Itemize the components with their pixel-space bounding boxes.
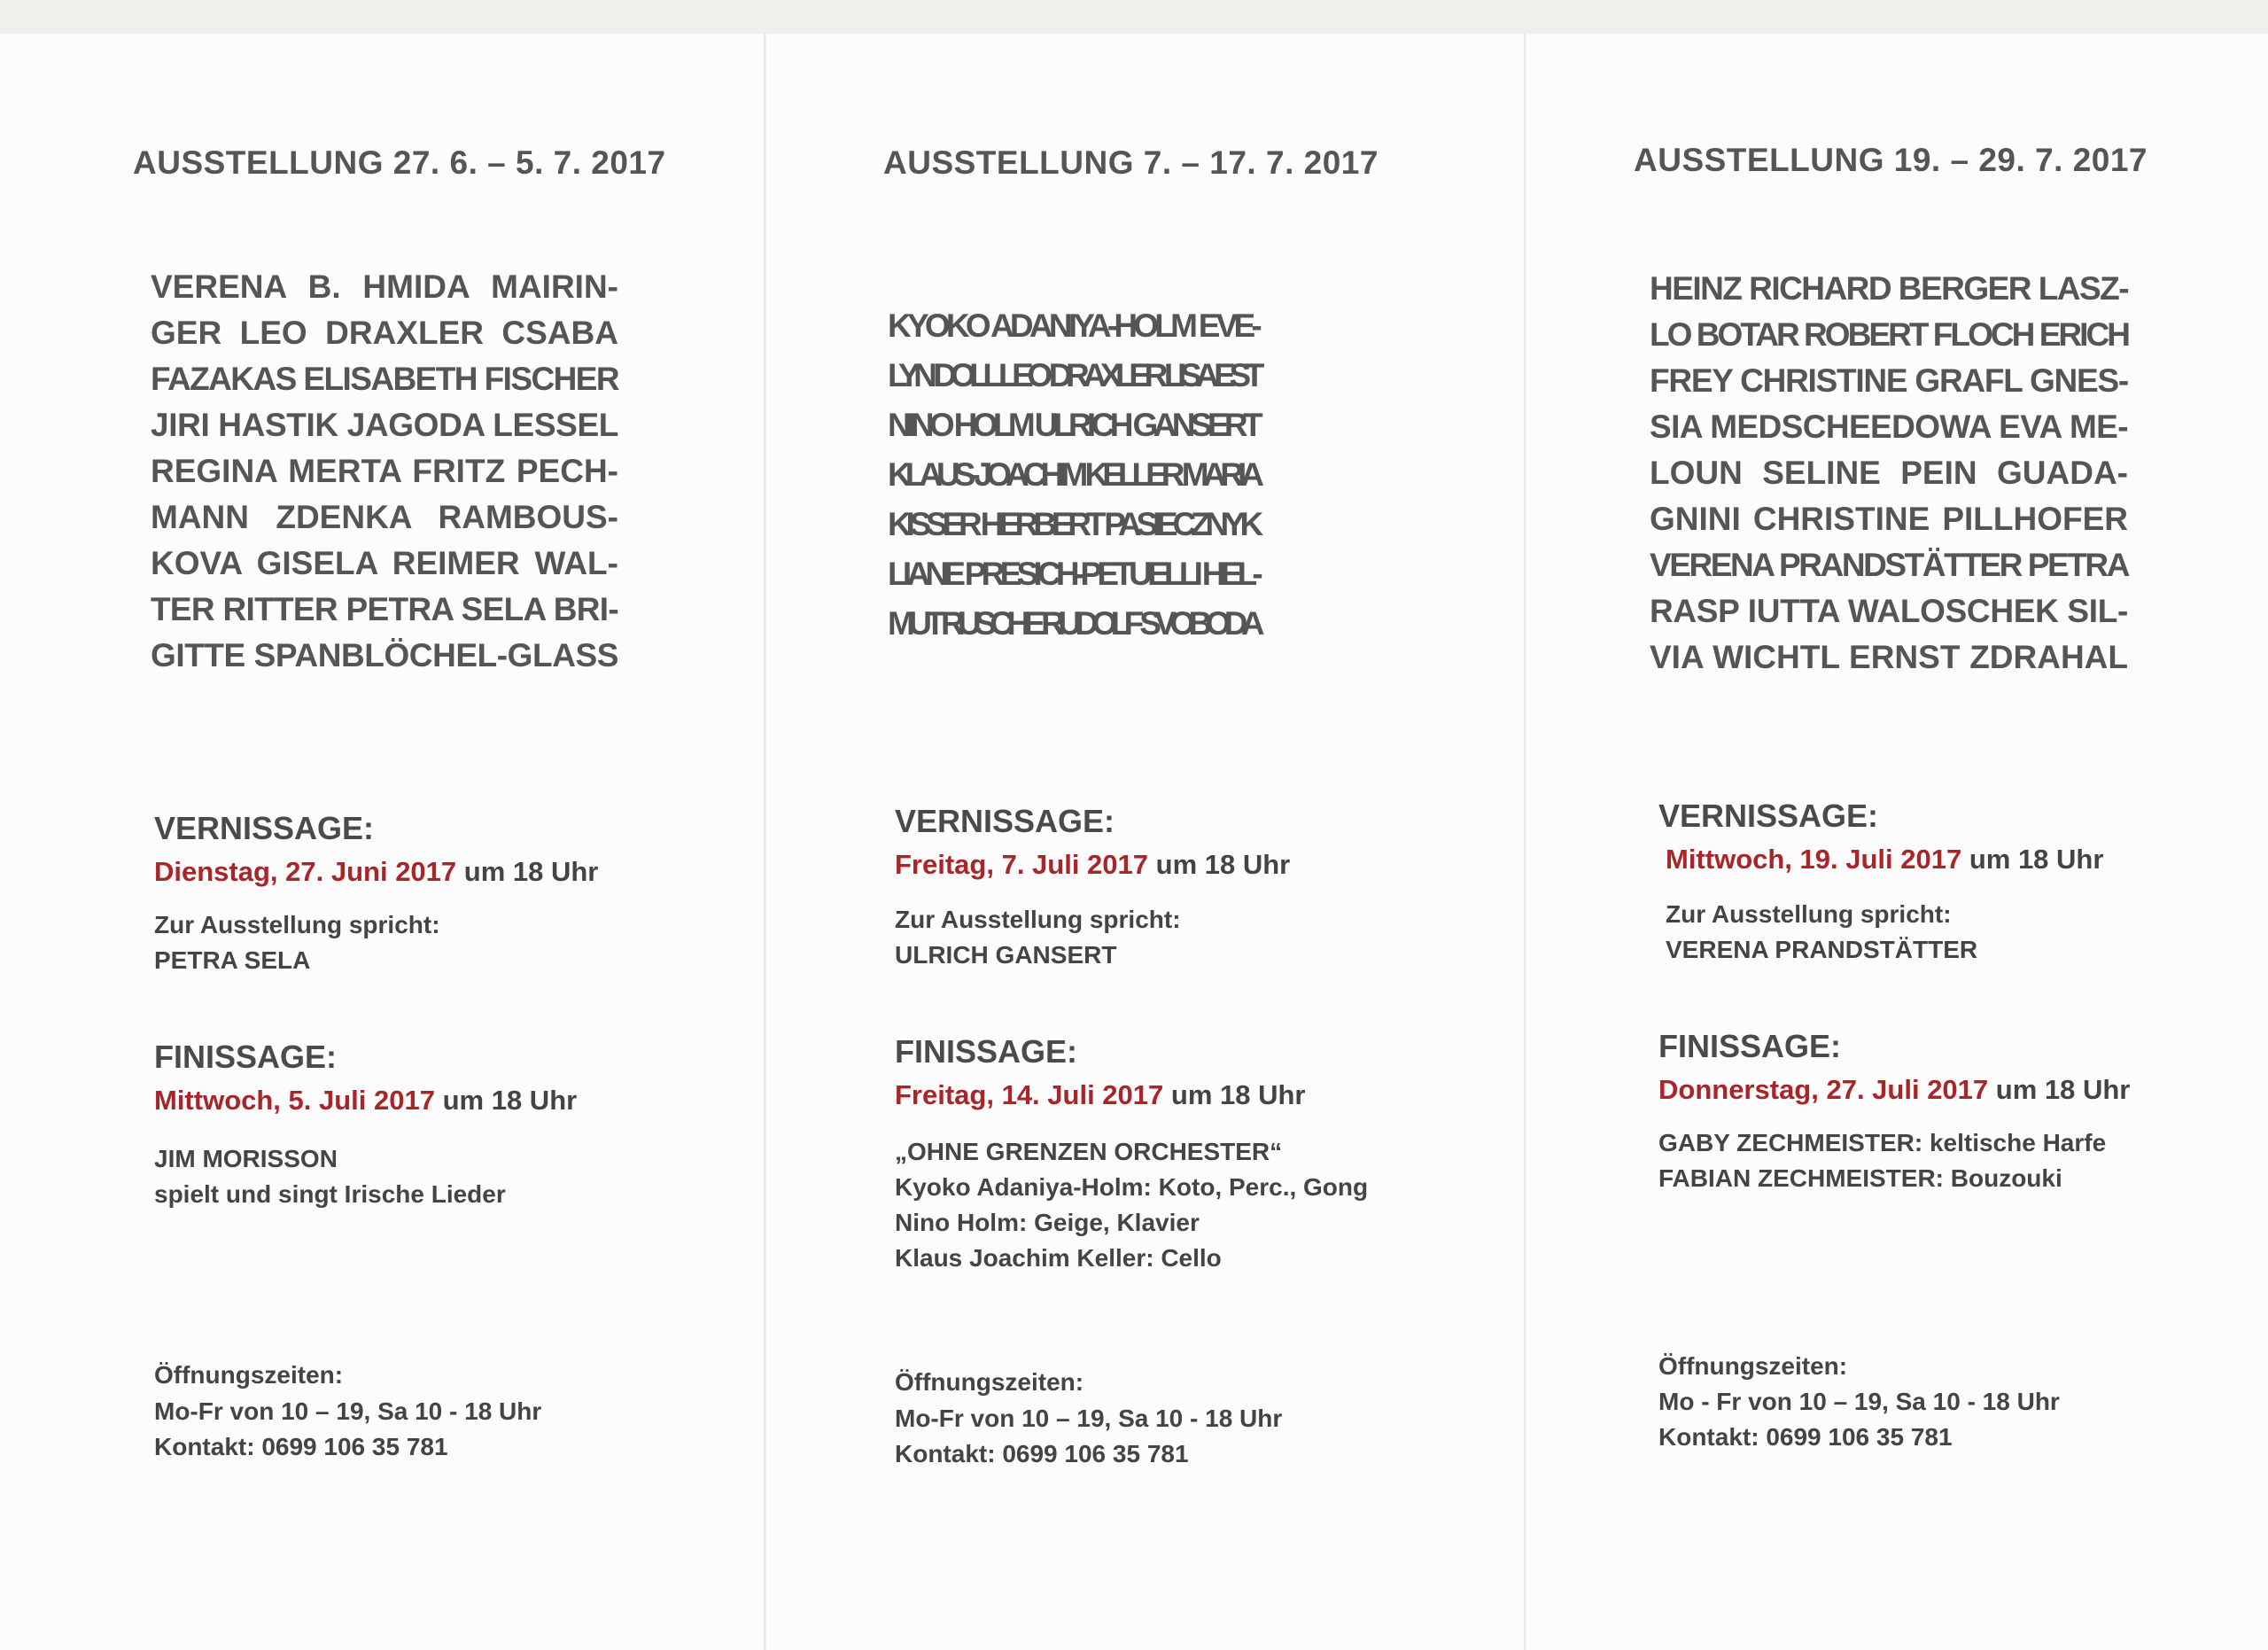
artist-line: GNINI CHRISTINE PILLHOFER xyxy=(1650,501,2128,537)
panel-exhibition-2 xyxy=(762,34,1518,1650)
artist-line: LIANE PRESICH-PETUELLI HEL- xyxy=(888,556,1258,592)
speech-label: Zur Ausstellung spricht: xyxy=(1666,900,1952,928)
finissage-dateline xyxy=(154,1085,577,1117)
speaker-name: VERENA PRANDSTÄTTER xyxy=(1666,936,1978,963)
artist-line: JIRI HASTIK JAGODA LESSEL xyxy=(151,407,618,443)
artist-line: VERENA B. HMIDA MAIRIN- xyxy=(151,269,618,305)
finissage-date: Mittwoch, 5. Juli 2017 xyxy=(154,1085,435,1116)
artist-line: LYN DOLL LEO DRAXLER LISA EST xyxy=(888,357,1258,393)
finissage-program-line: FABIAN ZECHMEISTER: Bouzouki xyxy=(1658,1164,2062,1192)
finissage-heading: FINISSAGE: xyxy=(1658,1028,1842,1064)
artist-line: NINO HOLM ULRICH GANSERT xyxy=(888,407,1258,443)
artist-line: MUT RUSCHE RUDOLF SVOBODA xyxy=(888,605,1258,642)
finissage-time: um 18 Uhr xyxy=(1163,1079,1306,1110)
artist-line: GITTE SPANBLÖCHEL-GLASS xyxy=(151,637,618,673)
finissage-program-line: Klaus Joachim Keller: Cello xyxy=(895,1244,1222,1272)
artist-line: LOUN SELINE PEIN GUADA- xyxy=(1650,455,2128,491)
finissage-program-line: JIM MORISSON xyxy=(154,1145,338,1172)
vernissage-heading: VERNISSAGE: xyxy=(895,803,1115,839)
artist-line: KISSER HERBERT PASIECZNYK xyxy=(888,506,1258,542)
artist-line: FAZAKAS ELISABETH FISCHER xyxy=(151,361,618,397)
finissage-dateline xyxy=(1658,1074,2130,1106)
flyer-sheet xyxy=(0,34,2268,1650)
vernissage-time: um 18 Uhr xyxy=(1961,844,2104,875)
artist-line: MANN ZDENKA RAMBOUS- xyxy=(151,499,618,535)
finissage-heading: FINISSAGE: xyxy=(895,1033,1078,1070)
vernissage-date: Freitag, 7. Juli 2017 xyxy=(895,849,1149,880)
panel-exhibition-3 xyxy=(1524,34,2268,1650)
finissage-time: um 18 Uhr xyxy=(1988,1074,2131,1105)
opening-hours: Mo - Fr von 10 – 19, Sa 10 - 18 Uhr xyxy=(1658,1388,2060,1415)
artist-list xyxy=(1650,266,2128,681)
vernissage-date: Dienstag, 27. Juni 2017 xyxy=(154,856,457,887)
artist-line: VERENA PRANDSTÄTTER PETRA xyxy=(1650,547,2128,583)
opening-hours-label: Öffnungszeiten: xyxy=(154,1361,344,1389)
artist-line: LO BOTAR ROBERT FLOCH ERICH xyxy=(1650,316,2128,353)
finissage-heading: FINISSAGE: xyxy=(154,1039,338,1075)
vernissage-heading: VERNISSAGE: xyxy=(1658,798,1879,834)
finissage-time: um 18 Uhr xyxy=(434,1085,578,1116)
artist-line: KYOKO ADANIYA-HOLM EVE- xyxy=(888,307,1258,344)
speaker-name: PETRA SELA xyxy=(154,946,311,974)
speech-label: Zur Ausstellung spricht: xyxy=(895,906,1181,933)
exhibition-title: AUSSTELLUNG 27. 6. – 5. 7. 2017 xyxy=(133,144,666,181)
artist-line: SIA MEDSCHEEDOWA EVA ME- xyxy=(1650,409,2128,445)
artist-line: HEINZ RICHARD BERGER LASZ- xyxy=(1650,270,2128,307)
artist-list xyxy=(888,301,1258,649)
finissage-program-line: spielt und singt Irische Lieder xyxy=(154,1180,506,1208)
artist-list xyxy=(151,264,618,679)
vernissage-date: Mittwoch, 19. Juli 2017 xyxy=(1666,844,1962,875)
vernissage-heading: VERNISSAGE: xyxy=(154,810,375,846)
vernissage-dateline xyxy=(1666,844,2103,876)
vernissage-dateline xyxy=(154,856,598,888)
contact-phone: Kontakt: 0699 106 35 781 xyxy=(154,1433,448,1460)
vernissage-time: um 18 Uhr xyxy=(1148,849,1291,880)
finissage-program-line: GABY ZECHMEISTER: keltische Harfe xyxy=(1658,1129,2107,1156)
finissage-date: Freitag, 14. Juli 2017 xyxy=(895,1079,1164,1110)
opening-hours: Mo-Fr von 10 – 19, Sa 10 - 18 Uhr xyxy=(895,1405,1283,1432)
artist-line: KOVA GISELA REIMER WAL- xyxy=(151,545,618,581)
contact-phone: Kontakt: 0699 106 35 781 xyxy=(895,1440,1189,1467)
finissage-dateline xyxy=(895,1079,1305,1111)
vernissage-dateline xyxy=(895,849,1290,881)
artist-line: VIA WICHTL ERNST ZDRAHAL xyxy=(1650,639,2128,675)
speech-label: Zur Ausstellung spricht: xyxy=(154,911,440,938)
opening-hours-label: Öffnungszeiten: xyxy=(1658,1352,1848,1380)
finissage-program-line: Kyoko Adaniya-Holm: Koto, Perc., Gong xyxy=(895,1173,1369,1201)
exhibition-title: AUSSTELLUNG 19. – 29. 7. 2017 xyxy=(1634,142,2148,178)
artist-line: RASP IUTTA WALOSCHEK SIL- xyxy=(1650,593,2128,629)
finissage-program-line: Nino Holm: Geige, Klavier xyxy=(895,1209,1200,1236)
panel-exhibition-1 xyxy=(0,34,756,1650)
artist-line: GER LEO DRAXLER CSABA xyxy=(151,315,618,351)
artist-line: TER RITTER PETRA SELA BRI- xyxy=(151,591,618,627)
artist-line: REGINA MERTA FRITZ PECH- xyxy=(151,453,618,489)
vernissage-time: um 18 Uhr xyxy=(456,856,599,887)
opening-hours-label: Öffnungszeiten: xyxy=(895,1368,1084,1396)
artist-line: KLAUS-JOACHIM KELLER MARIA xyxy=(888,456,1258,493)
speaker-name: ULRICH GANSERT xyxy=(895,941,1117,969)
artist-line: FREY CHRISTINE GRAFL GNES- xyxy=(1650,362,2128,399)
finissage-program-line: „OHNE GRENZEN ORCHESTER“ xyxy=(895,1138,1283,1165)
exhibition-title: AUSSTELLUNG 7. – 17. 7. 2017 xyxy=(883,144,1379,181)
contact-phone: Kontakt: 0699 106 35 781 xyxy=(1658,1423,1953,1451)
opening-hours: Mo-Fr von 10 – 19, Sa 10 - 18 Uhr xyxy=(154,1397,542,1425)
finissage-date: Donnerstag, 27. Juli 2017 xyxy=(1658,1074,1989,1105)
